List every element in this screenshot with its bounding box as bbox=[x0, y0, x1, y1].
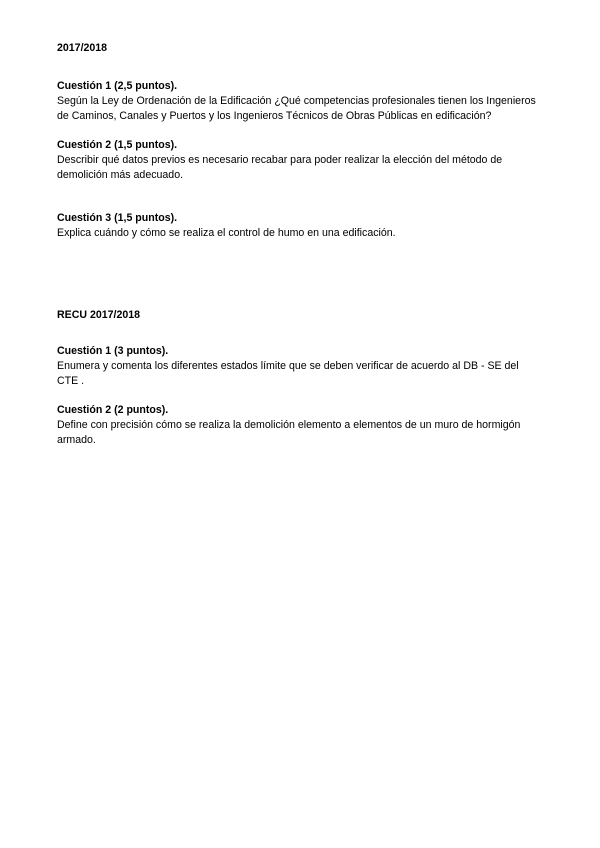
question-title: Cuestión 3 (1,5 puntos). bbox=[57, 212, 178, 224]
question-title: Cuestión 1 (3 puntos). bbox=[57, 345, 169, 357]
question-title: Cuestión 2 (1,5 puntos). bbox=[57, 139, 178, 151]
document-page bbox=[57, 41, 537, 448]
recu-question-1 bbox=[57, 344, 537, 389]
question-text: Explica cuándo y cómo se realiza el control de humo en una edificación. bbox=[57, 227, 396, 239]
section-title-recu-2017-2018: RECU 2017/2018 bbox=[57, 309, 141, 321]
question-text: Describir qué datos previos es necesario recabar para poder realizar la elección del método de demolición más adecuado. bbox=[57, 154, 503, 181]
question-2 bbox=[57, 138, 537, 183]
recu-question-2 bbox=[57, 403, 537, 448]
question-text: Según la Ley de Ordenación de la Edificación ¿Qué competencias profesionales tienen los Ingenieros de Caminos, Canales y Puertos y los Ingenieros Técnicos de Obras Públicas en edificación? bbox=[57, 95, 536, 122]
section-title-2017-2018: 2017/2018 bbox=[57, 42, 108, 54]
question-1 bbox=[57, 79, 537, 124]
question-title: Cuestión 2 (2 puntos). bbox=[57, 404, 169, 416]
question-text: Define con precisión cómo se realiza la demolición elemento a elementos de un muro de hormigón armado. bbox=[57, 419, 521, 446]
question-3 bbox=[57, 211, 537, 241]
question-text: Enumera y comenta los diferentes estados límite que se deben verificar de acuerdo al DB - SE del CTE . bbox=[57, 360, 519, 387]
question-title: Cuestión 1 (2,5 puntos). bbox=[57, 80, 178, 92]
